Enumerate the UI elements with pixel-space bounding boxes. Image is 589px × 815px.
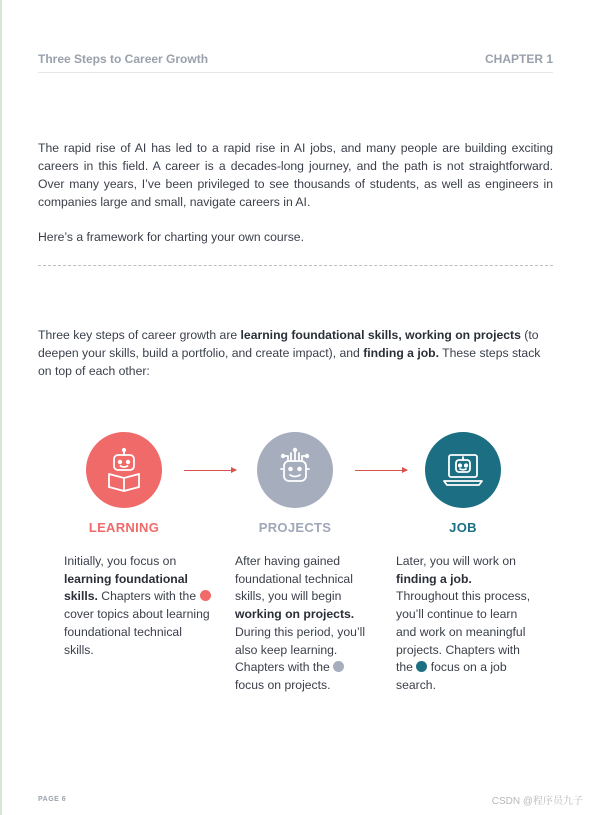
step-job xyxy=(383,432,543,535)
framework-sentence: Here’s a framework for charting your own course. xyxy=(38,230,304,244)
step-description-projects: After having gained foundational technical skills, you will begin working on projects. During this period, you’ll also keep learning. Chapters with the focus on projects. xyxy=(235,554,366,692)
watermark: CSDN @程序员九子 xyxy=(491,796,583,807)
steps-intro-paragraph: Three key steps of career growth are learning foundational skills, working on projects (to deepen your skills, build a portfolio, and create impact), and finding a job. These steps stack on top of each other: xyxy=(38,328,541,378)
step-title-projects: PROJECTS xyxy=(258,520,332,535)
dashed-divider xyxy=(38,265,553,266)
step-learning xyxy=(44,432,204,535)
robot-circuit-icon xyxy=(257,432,333,508)
header-title: Three Steps to Career Growth xyxy=(38,52,209,66)
page-left-border xyxy=(0,0,2,815)
header-divider xyxy=(38,72,553,73)
job-badge-icon xyxy=(416,661,427,672)
projects-badge-icon xyxy=(333,661,344,672)
step-description-job: Later, you will work on finding a job. Throughout this process, you’ll continue to learn and work on meaningful projects. Chapters with the focus on a job search. xyxy=(396,554,531,692)
robot-reading-icon xyxy=(86,432,162,508)
learning-badge-icon xyxy=(200,590,211,601)
step-description-learning: Initially, you focus on learning foundational skills. Chapters with the cover topics about learning foundational technical skills. xyxy=(64,554,210,657)
robot-laptop-icon xyxy=(425,432,501,508)
page-number: PAGE 6 xyxy=(38,796,67,803)
intro-paragraph: The rapid rise of AI has led to a rapid rise in AI jobs, and many people are building exciting careers in this field. A career is a decades-long journey, and the path is not straightforward. Over many years, I’ve been privileged to see thousands of students, as well as engineers in companies large and small, navigate careers in AI. xyxy=(38,141,553,209)
step-title-job: JOB xyxy=(449,520,477,535)
step-projects xyxy=(215,432,375,535)
chapter-label: CHAPTER 1 xyxy=(484,52,553,66)
step-title-learning: LEARNING xyxy=(88,520,160,535)
